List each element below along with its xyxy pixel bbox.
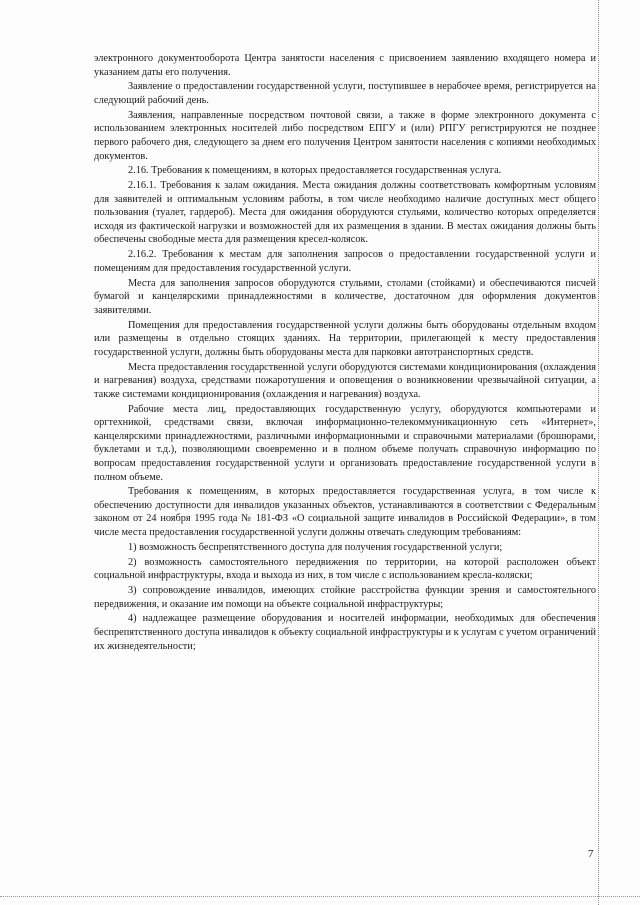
list-item-3: 3) сопровождение инвалидов, имеющих стойкие расстройства функции зрения и самостоятельного передвижения, и оказание им помощи на объекте социальной инфраструктуры; bbox=[94, 585, 596, 610]
paragraph-conditioning-fire-safety: Места предоставления государственной услуги оборудуются системами кондиционирования (охлаждения и нагревания) воздуха, средствами пожаротушения и оповещения о возникновении чрезвычайной ситуации, а также системами кондиционирования (охлаждения и нагревания) воздуха. bbox=[94, 361, 596, 400]
paragraph-request-places-equipment: Места для заполнения запросов оборудуются стульями, столами (стойками) и обеспечиваются писчей бумагой и канцелярскими принадлежностями в количестве, достаточном для оформления документов заявителями. bbox=[94, 277, 596, 316]
paragraph-mail-applications: Заявления, направленные посредством почтовой связи, а также в форме электронного документа с использованием электронных носителей либо посредством ЕПГУ и (или) РПГУ регистрируются не позднее первого рабочего дня, следующего за днем его получения Центром занятости населения с копиями необходимых документов. bbox=[94, 109, 596, 162]
list-item-2: 2) возможность самостоятельного передвижения по территории, на которой расположен объект социальной инфраструктуры, входа и выхода из них, в том числе с использованием кресла-коляски; bbox=[94, 556, 596, 582]
paragraph-2-16-2-request-places: 2.16.2. Требования к местам для заполнения запросов о предоставлении государственной услуги и помещениям для предоставления государственной услуги. bbox=[94, 249, 596, 274]
scan-bottom-edge-line bbox=[0, 896, 640, 897]
paragraph-registration-continuation: электронного документооборота Центра занятости населения с присвоением заявлению входящего номера и указанием даты его получения. bbox=[94, 53, 596, 78]
document-body bbox=[94, 52, 596, 654]
paragraph-workplaces: Рабочие места лиц, предоставляющих государственную услугу, оборудуются компьютерами и оргтехникой, средствами связи, включая информационно-телекоммуникационную сеть «Интернет», канцелярскими принадлежностями, различными информационными и справочными материалами (брошюрами, буклетами и т.д.), позволяющими своевременно и в полном объеме получать справочную информацию по вопросам предоставления государственной услуги и организовать предоставление государственной услуги в полном объеме. bbox=[94, 403, 596, 483]
paragraph-separate-entrance: Помещения для предоставления государственной услуги должны быть оборудованы отдельным входом или размещены в отдельно стоящих зданиях. На территории, прилегающей к месту предоставления государственной услуги, должны быть оборудованы места для парковки автотранспортных средств. bbox=[94, 319, 596, 358]
paragraph-accessibility-requirements: Требования к помещениям, в которых предоставляется государственная услуга, в том числе к обеспечению доступности для инвалидов указанных объектов, устанавливаются в соответствии с Федеральным законом от 24 ноября 1995 года № 181-ФЗ «О социальной защите инвалидов в Российской Федерации», в том числе места предоставления государственной услуги должны отвечать следующим требованиям: bbox=[94, 486, 596, 539]
section-heading-2-16: 2.16. Требования к помещениям, в которых предоставляется государственная услуга. bbox=[128, 165, 502, 177]
list-item-1: 1) возможность беспрепятственного доступа для получения государственной услуги; bbox=[128, 541, 503, 553]
paragraph-nonworking-time: Заявление о предоставлении государственной услуги, поступившее в нерабочее время, регистрируется на следующий рабочий день. bbox=[94, 81, 596, 106]
paragraph-2-16-1-waiting-rooms: 2.16.1. Требования к залам ожидания. Места ожидания должны соответствовать комфортным условиям для заявителей и оптимальным условиям работы, в том числе необходимо наличие доступных мест общего пользования (туалет, гардероб). Места для ожидания оборудуются стульями, количество которых определяется исходя из фактической нагрузки и возможностей для их размещения в здании. В местах ожидания должны быть обеспечены свободные места для размещения кресел-колясок. bbox=[94, 180, 596, 246]
scan-right-edge-line bbox=[598, 0, 599, 905]
list-item-4: 4) надлежащее размещение оборудования и носителей информации, необходимых для обеспечения беспрепятственного доступа инвалидов к объекту социальной инфраструктуры и к услугам с учетом ограничений их жизнедеятельности; bbox=[94, 613, 596, 652]
page-number: 7 bbox=[588, 848, 594, 860]
